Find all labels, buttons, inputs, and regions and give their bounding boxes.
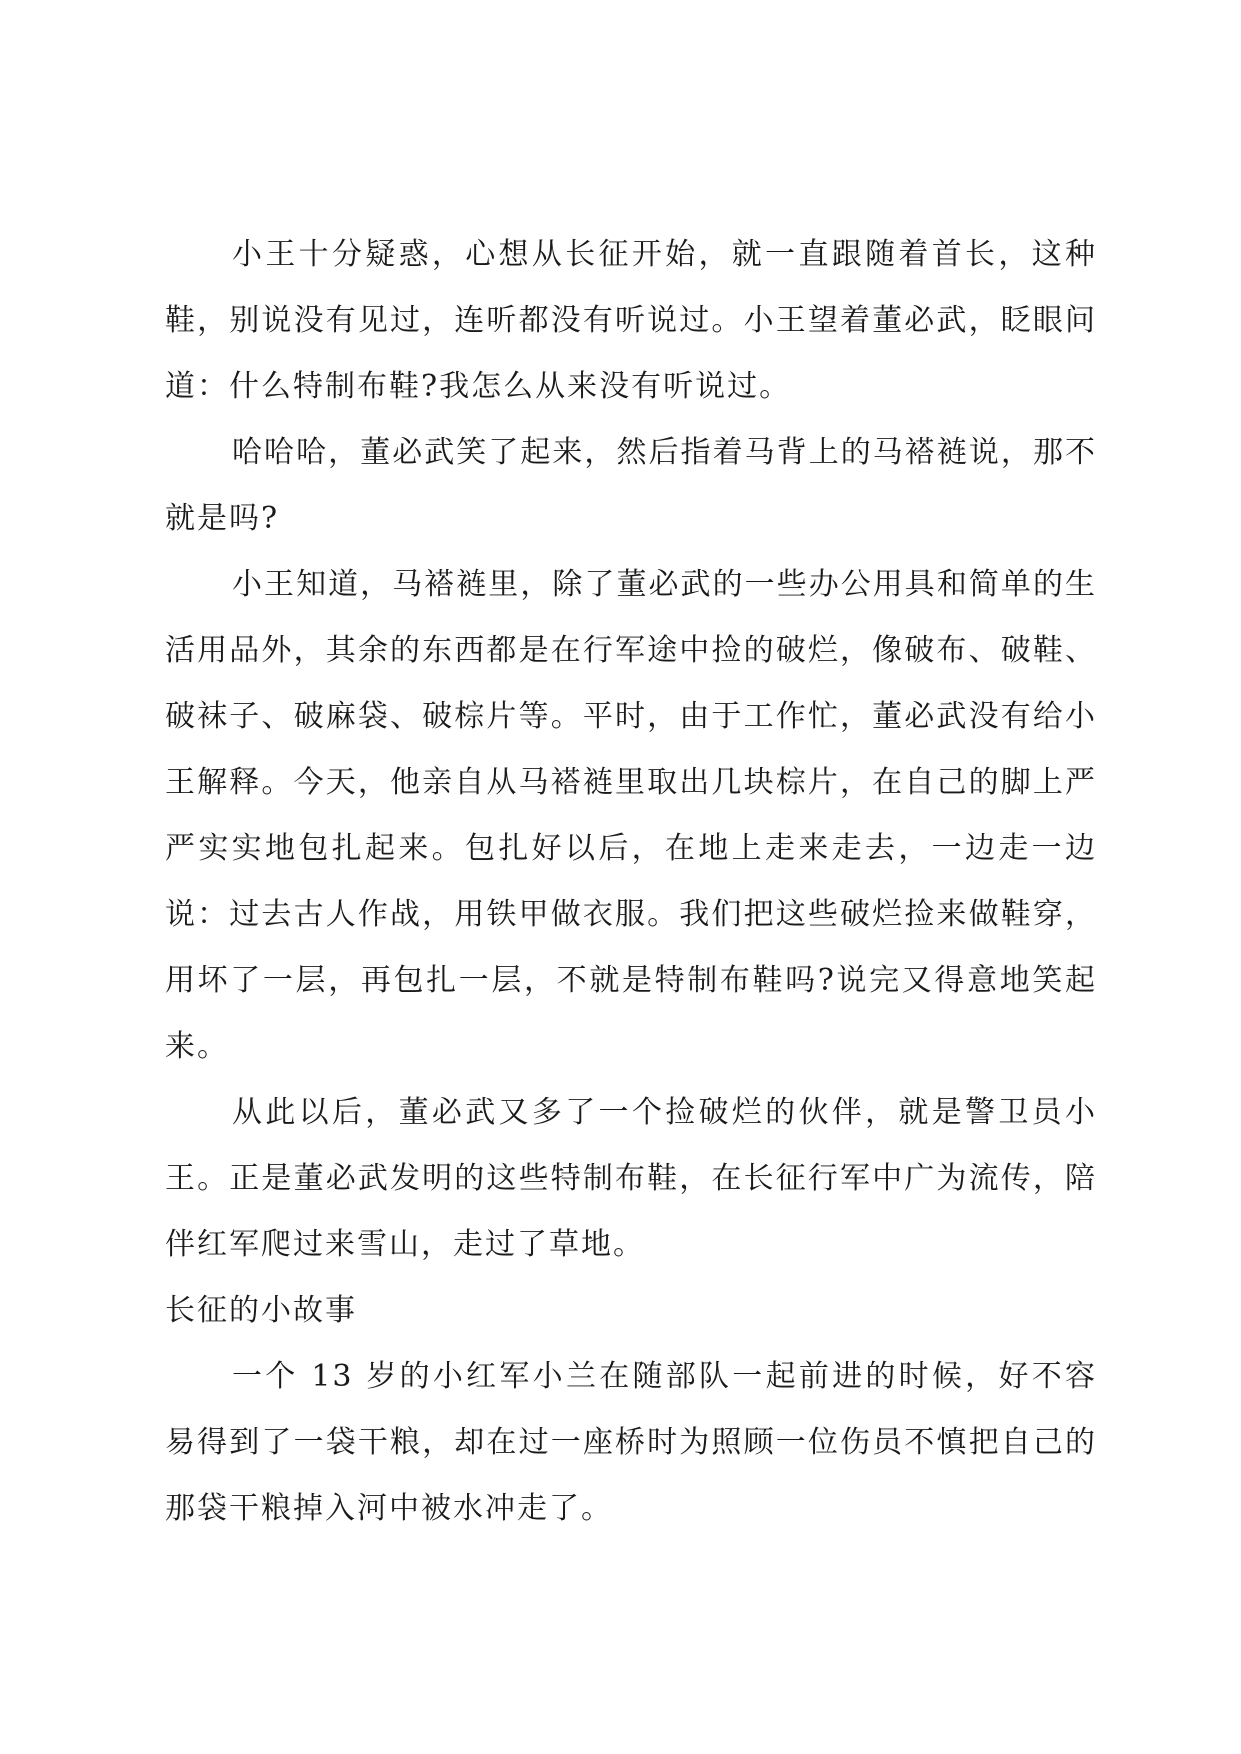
paragraph: 一个 13 岁的小红军小兰在随部队一起前进的时候，好不容易得到了一袋干粮，却在过一座桥时为照顾一位伤员不慎把自己的那袋干粮掉入河中被水冲走了。: [165, 1359, 1097, 1526]
section-heading: 长征的小故事: [165, 1293, 357, 1328]
paragraph: 哈哈哈，董必武笑了起来，然后指着马背上的马褡裢说，那不就是吗?: [165, 435, 1097, 536]
paragraph: 小王十分疑惑，心想从长征开始，就一直跟随着首长，这种鞋，别说没有见过，连听都没有听说过。小王望着董必武，眨眼问道：什么特制布鞋?我怎么从来没有听说过。: [165, 237, 1097, 404]
document-body: [165, 222, 1097, 1542]
paragraph: 从此以后，董必武又多了一个捡破烂的伙伴，就是警卫员小王。正是董必武发明的这些特制布鞋，在长征行军中广为流传，陪伴红军爬过来雪山，走过了草地。: [165, 1095, 1097, 1262]
paragraph: 小王知道，马褡裢里，除了董必武的一些办公用具和简单的生活用品外，其余的东西都是在行军途中捡的破烂，像破布、破鞋、破袜子、破麻袋、破棕片等。平时，由于工作忙，董必武没有给小王解释。今天，他亲自从马褡裢里取出几块棕片，在自己的脚上严严实实地包扎起来。包扎好以后，在地上走来走去，一边走一边说：过去古人作战，用铁甲做衣服。我们把这些破烂捡来做鞋穿，用坏了一层，再包扎一层，不就是特制布鞋吗?说完又得意地笑起来。: [165, 567, 1097, 1064]
